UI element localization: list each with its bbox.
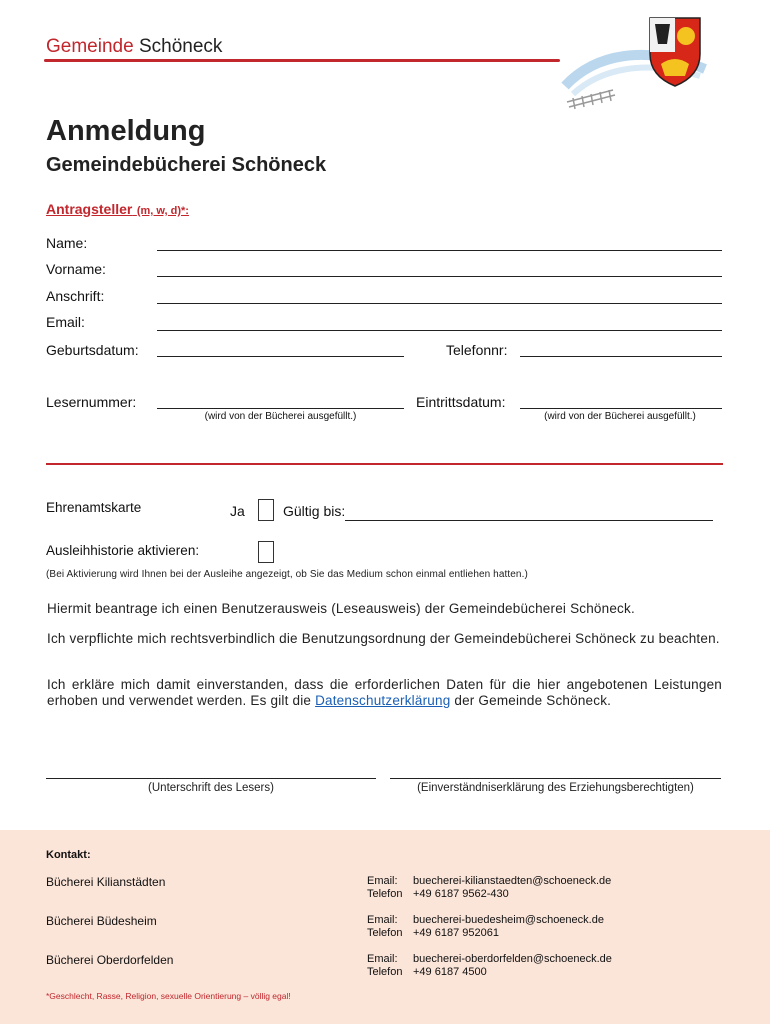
name-label: Name:	[46, 235, 88, 251]
contact-email-1[interactable]: buecherei-kilianstaedten@schoeneck.de	[413, 875, 612, 887]
section-divider	[46, 463, 723, 465]
gueltig-bis-field[interactable]	[345, 520, 713, 521]
telefonnr-label: Telefonnr:	[446, 342, 508, 358]
name-field[interactable]	[157, 250, 722, 251]
guardian-signature-caption: (Einverständniserklärung des Erziehungsberechtigten)	[417, 782, 694, 794]
email-field[interactable]	[157, 330, 722, 331]
contact-phone-label-2: Telefon	[367, 927, 403, 939]
ausleihhistorie-label: Ausleihhistorie aktivieren:	[46, 543, 200, 558]
ehrenamt-label: Ehrenamtskarte	[46, 500, 142, 515]
applicant-heading-note: (m, w, d)*:	[136, 205, 189, 217]
telefonnr-field[interactable]	[520, 356, 722, 357]
ausleihhistorie-checkbox[interactable]	[258, 541, 274, 563]
email-label: Email:	[46, 314, 85, 330]
eintrittsdatum-label: Eintrittsdatum:	[416, 394, 506, 410]
lesernummer-label: Lesernummer:	[46, 394, 137, 410]
contact-name-1: Bücherei Kilianstädten	[46, 875, 166, 889]
declaration-paragraph-3-text: Ich erkläre mich damit einverstanden, dass die erforderlichen Daten für die hier angebotenen Leistungen erhoben und verwendet werden. Es gilt die	[47, 677, 722, 708]
declaration-paragraph-3	[47, 677, 722, 709]
header-rule	[44, 59, 560, 62]
contact-email-2[interactable]: buecherei-buedesheim@schoeneck.de	[413, 914, 604, 926]
contact-heading: Kontakt:	[46, 849, 91, 861]
contact-footnote: *Geschlecht, Rasse, Religion, sexuelle Orientierung – völlig egal!	[46, 991, 291, 1001]
brand-word-gemeinde: Gemeinde	[46, 36, 134, 57]
ehrenamt-checkbox[interactable]	[258, 499, 274, 521]
geburtsdatum-field[interactable]	[157, 356, 404, 357]
contact-email-label-3: Email:	[367, 953, 398, 965]
declaration-paragraph-3-end: der Gemeinde Schöneck.	[450, 693, 612, 708]
contact-phone-2: +49 6187 952061	[413, 927, 499, 939]
contact-phone-label-1: Telefon	[367, 888, 403, 900]
contact-panel	[0, 830, 770, 1024]
lesernummer-note: (wird von der Bücherei ausgefüllt.)	[204, 411, 357, 422]
contact-name-3: Bücherei Oberdorfelden	[46, 953, 174, 967]
anschrift-field[interactable]	[157, 303, 722, 304]
ehrenamt-ja-label: Ja	[230, 503, 245, 519]
page-subtitle: Gemeindebücherei Schöneck	[46, 154, 327, 176]
contact-phone-3: +49 6187 4500	[413, 966, 487, 978]
page-title: Anmeldung	[46, 115, 206, 147]
contact-email-3[interactable]: buecherei-oberdorfelden@schoeneck.de	[413, 953, 612, 965]
ausleihhistorie-note: (Bei Aktivierung wird Ihnen bei der Ausleihe angezeigt, ob Sie das Medium schon einmal entliehen hatten.)	[46, 569, 528, 580]
geburtsdatum-label: Geburtsdatum:	[46, 342, 139, 358]
applicant-heading-text: Antragsteller	[46, 201, 133, 217]
lesernummer-field[interactable]	[157, 408, 404, 409]
contact-phone-label-3: Telefon	[367, 966, 403, 978]
eintrittsdatum-note: (wird von der Bücherei ausgefüllt.)	[544, 411, 696, 422]
declaration-paragraph-1: Hiermit beantrage ich einen Benutzerausweis (Leseausweis) der Gemeindebücherei Schöneck.	[47, 601, 635, 616]
brand-word-schoeneck: Schöneck	[138, 36, 223, 57]
guardian-signature-line[interactable]	[390, 778, 721, 779]
contact-email-label-2: Email:	[367, 914, 398, 926]
contact-name-2: Bücherei Büdesheim	[46, 914, 157, 928]
contact-phone-1: +49 6187 9562-430	[413, 888, 509, 900]
brand-name	[46, 36, 222, 58]
vorname-label: Vorname:	[46, 261, 106, 277]
declaration-paragraph-2: Ich verpflichte mich rechtsverbindlich die Benutzungsordnung der Gemeindebücherei Schöneck zu beachten.	[47, 631, 720, 646]
datenschutz-link[interactable]: Datenschutzerklärung	[315, 693, 451, 708]
applicant-heading	[46, 201, 189, 219]
municipality-logo	[555, 14, 725, 114]
anschrift-label: Anschrift:	[46, 288, 105, 304]
reader-signature-line[interactable]	[46, 778, 376, 779]
eintrittsdatum-field[interactable]	[520, 408, 722, 409]
reader-signature-caption: (Unterschrift des Lesers)	[148, 782, 274, 794]
contact-email-label-1: Email:	[367, 875, 398, 887]
gueltig-bis-label: Gültig bis:	[283, 503, 346, 519]
vorname-field[interactable]	[157, 276, 722, 277]
